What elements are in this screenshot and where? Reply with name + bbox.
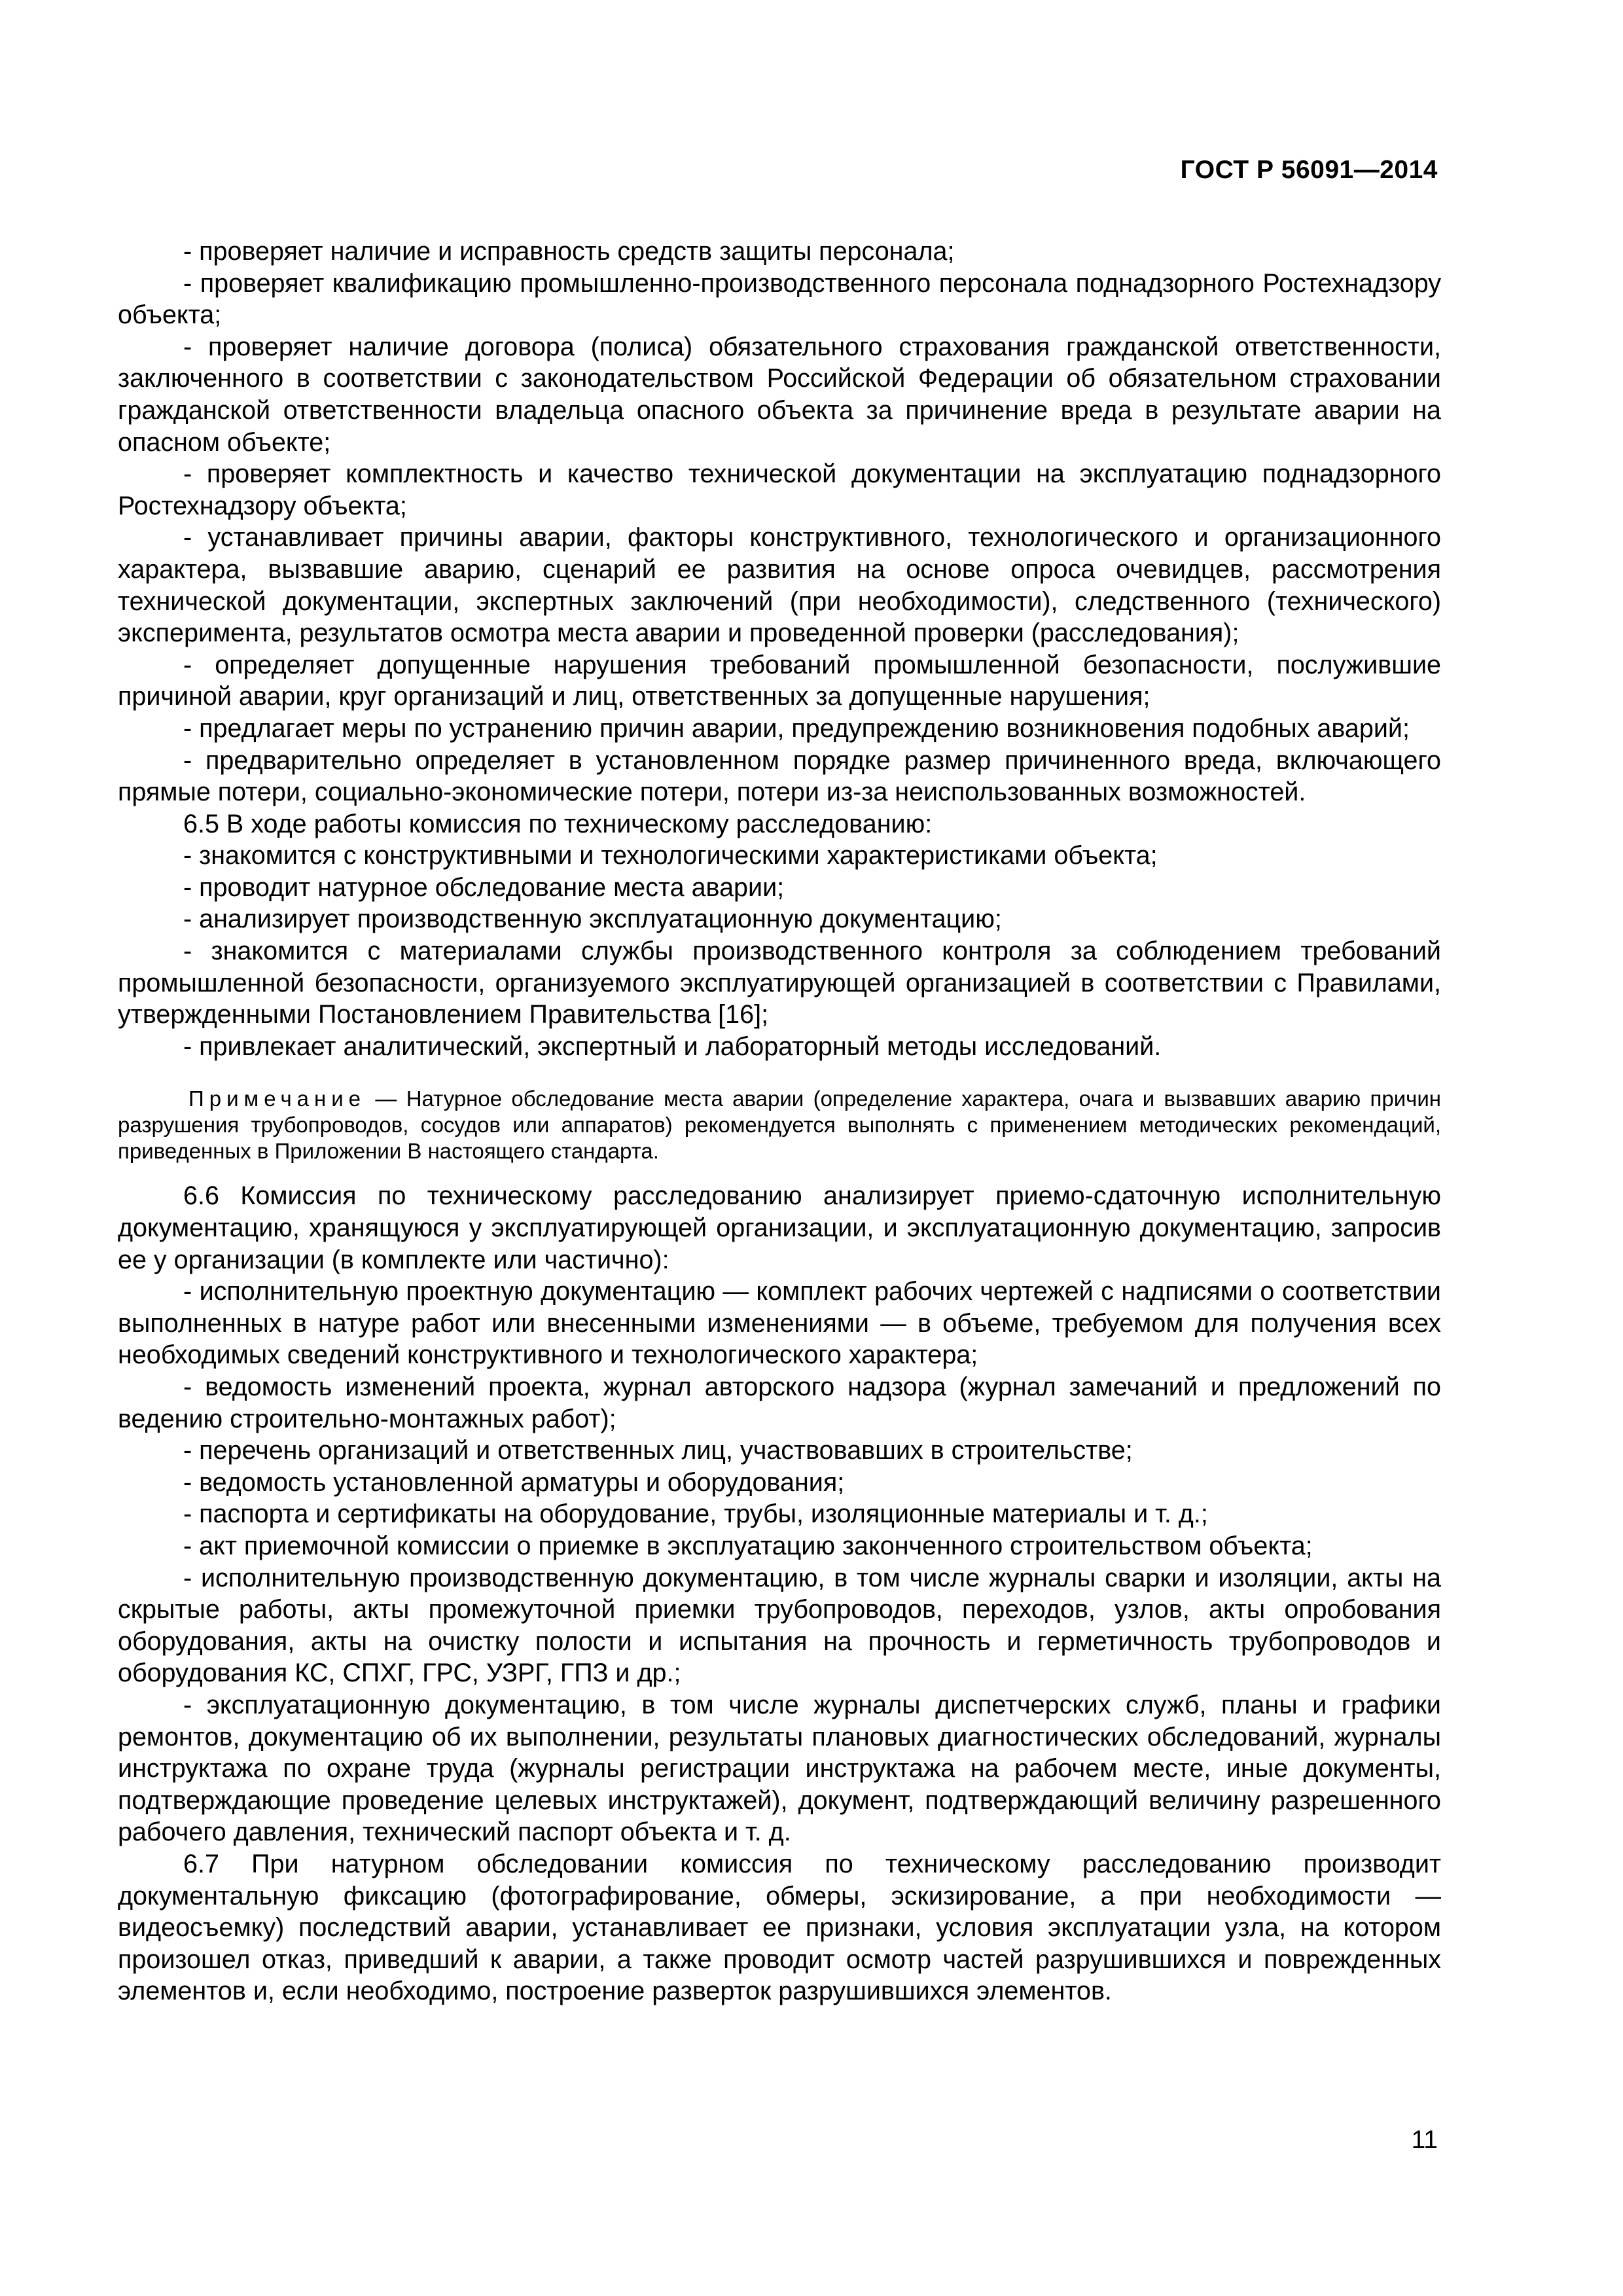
note-block bbox=[118, 1086, 1441, 1164]
document-code-header: ГОСТ Р 56091—2014 bbox=[1180, 156, 1438, 184]
page-number: 11 bbox=[1411, 2126, 1438, 2154]
body-paragraph: - устанавливает причины аварии, факторы конструктивного, технологического и организационного характера, вызвавшие аварию, сценарий ее развития на основе опроса очевидцев, рассмотрения технической документации, экспертных заключений (при необходимости), следственного (технического) эксперимента, результатов осмотра места аварии и проведенной проверки (расследования); bbox=[118, 523, 1441, 648]
note-label: Примечание bbox=[188, 1086, 366, 1111]
body-paragraph: - ведомость установленной арматуры и оборудования; bbox=[183, 1467, 845, 1497]
body-paragraph: - ведомость изменений проекта, журнал авторского надзора (журнал замечаний и предложений по ведению строительно-монтажных работ); bbox=[118, 1372, 1441, 1433]
body-paragraph: - анализирует производственную эксплуатационную документацию; bbox=[183, 905, 1002, 934]
body-paragraph: - исполнительную проектную документацию — комплект рабочих чертежей с надписями о соответствии выполненных в натуре работ или внесенными изменениями — в объеме, требуемом для получения всех необходимых сведений конструктивного и технологического характера; bbox=[118, 1277, 1441, 1370]
body-paragraph: - проверяет наличие договора (полиса) обязательного страхования гражданской ответственности, заключенного в соответствии с законодательством Российской Федерации об обязательном страховании гражданской ответственности владельца опасного объекта за причинение вреда в результате аварии на опасном объекте; bbox=[118, 332, 1441, 457]
document-body bbox=[118, 236, 1441, 2007]
body-paragraph: - перечень организаций и ответственных лиц, участвовавших в строительстве; bbox=[183, 1436, 1133, 1465]
body-paragraph: - акт приемочной комиссии о приемке в эксплуатацию законченного строительством объекта; bbox=[183, 1531, 1313, 1560]
body-paragraph: - проверяет квалификацию промышленно-производственного персонала поднадзорного Ростехнадзору объекта; bbox=[118, 268, 1441, 330]
body-paragraph: - проводит натурное обследование места аварии; bbox=[183, 872, 785, 902]
body-paragraph: - эксплуатационную документацию, в том числе журналы диспетчерских служб, планы и графики ремонтов, документацию об их выполнении, результаты плановых диагностических обследований, журналы инструктажа по охране труда (журналы регистрации инструктажа на рабочем месте, иные документы, подтверждающие проведение целевых инструктажей), документ, подтверждающий величину разрешенного рабочего давления, технический паспорт объекта и т. д. bbox=[118, 1690, 1441, 1847]
body-paragraph: - предварительно определяет в установленном порядке размер причиненного вреда, включающего прямые потери, социально-экономические потери, потери из-за неиспользованных возможностей. bbox=[118, 745, 1441, 807]
section-paragraph-6-7: 6.7 При натурном обследовании комиссия по техническому расследованию производит документальную фиксацию (фотографирование, обмеры, эскизирование, а при необходимости — видеосъемку) последствий аварии, устанавливает ее признаки, условия эксплуатации узла, на котором произошел отказ, приведший к аварии, а также проводит осмотр частей разрушившихся и поврежденных элементов и, если необходимо, построение разверток разрушившихся элементов. bbox=[118, 1849, 1441, 2006]
body-paragraph: - предлагает меры по устранению причин аварии, предупреждению возникновения подобных аварий; bbox=[183, 713, 1410, 743]
body-paragraph: - проверяет комплектность и качество технической документации на эксплуатацию поднадзорного Ростехнадзору объекта; bbox=[118, 459, 1441, 520]
body-paragraph: - проверяет наличие и исправность средств защиты персонала; bbox=[183, 237, 955, 266]
body-paragraph: - знакомится с конструктивными и технологическими характеристиками объекта; bbox=[183, 841, 1158, 870]
body-paragraph: - исполнительную производственную документацию, в том числе журналы сварки и изоляции, акты на скрытые работы, акты промежуточной приемки трубопроводов, переходов, узлов, акты опробования оборудования, акты на очистку полости и испытания на прочность и герметичность трубопроводов и оборудования КС, СПХГ, ГРС, УЗРГ, ГПЗ и др.; bbox=[118, 1563, 1441, 1688]
note-text: — Натурное обследование места аварии (определение характера, очага и вызвавших аварию причин разрушения трубопроводов, сосудов или аппаратов) рекомендуется выполнять с применением методических рекомендаций, приведенных в Приложении В настоящего стандарта. bbox=[118, 1086, 1441, 1164]
body-paragraph: - паспорта и сертификаты на оборудование, трубы, изоляционные материалы и т. д.; bbox=[183, 1499, 1208, 1529]
section-heading-6-5: 6.5 В ходе работы комиссия по техническому расследованию: bbox=[183, 809, 933, 838]
section-paragraph-6-6: 6.6 Комиссия по техническому расследованию анализирует приемо-сдаточную исполнительную документацию, хранящуюся у эксплуатирующей организации, и эксплуатационную документацию, запросив ее у организации (в комплекте или частично): bbox=[118, 1181, 1441, 1274]
body-paragraph: - привлекает аналитический, экспертный и лабораторный методы исследований. bbox=[183, 1031, 1162, 1061]
body-paragraph: - определяет допущенные нарушения требований промышленной безопасности, послужившие причиной аварии, круг организаций и лиц, ответственных за допущенные нарушения; bbox=[118, 650, 1441, 711]
body-paragraph: - знакомится с материалами службы производственного контроля за соблюдением требований промышленной безопасности, организуемого эксплуатирующей организацией в соответствии с Правилами, утвержденными Постановлением Правительства [16]; bbox=[118, 937, 1441, 1030]
